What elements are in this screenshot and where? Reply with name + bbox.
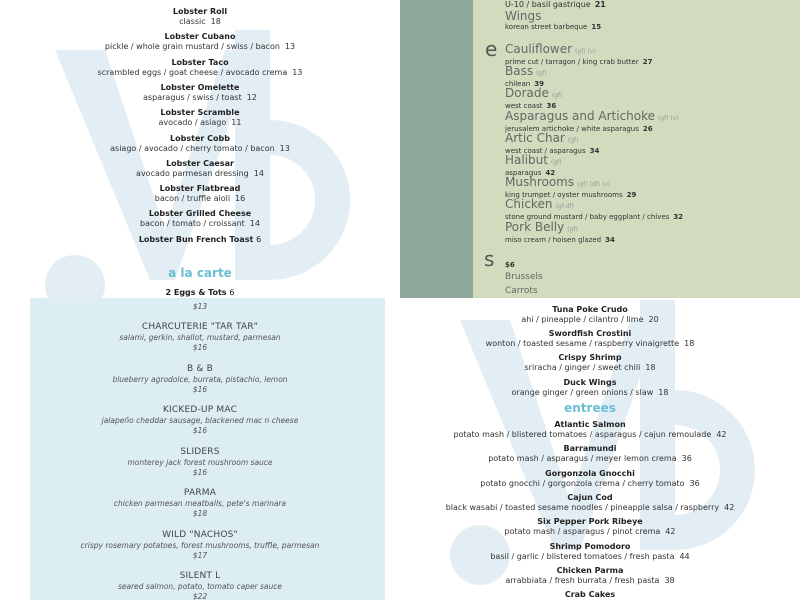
- item-desc: seared salmon, potato, tomato caper sauce: [117, 582, 283, 591]
- menu-item: [0, 134, 400, 154]
- sides-price: $6: [505, 261, 515, 269]
- item-name: Pork Belly: [505, 219, 565, 234]
- menu-item: [0, 83, 400, 103]
- item-desc: blueberry agrodolce, burrata, pistachio, lemon: [112, 374, 288, 384]
- section-a-la-carte: a la carte: [168, 266, 232, 280]
- item-price: 27: [642, 58, 653, 66]
- item-price: $13: [192, 302, 208, 311]
- item-name: Lobster Taco: [171, 57, 229, 67]
- item-desc: black wasabi / toasted sesame noodles / pineapple salsa / raspberry 42: [445, 502, 735, 512]
- menu-item: [0, 363, 400, 395]
- item-desc: pickle / whole grain mustard / swiss / bacon 13: [104, 42, 296, 52]
- item-desc: potato gnocchi / gorgonzola crema / cherry tomato 36: [480, 478, 700, 488]
- item-name: Six Pepper Pork Ribeye: [537, 517, 643, 527]
- menu-side-strip: [400, 0, 473, 298]
- item-desc: potato mash / asparagus / pinot crema 42: [504, 527, 676, 537]
- item-name: PARMA: [183, 488, 217, 498]
- menu-item: [0, 159, 400, 179]
- menu-item: [0, 7, 400, 27]
- item-desc: orange ginger / green onions / slaw 18: [511, 387, 669, 397]
- dietary-tag: (gf): [567, 225, 578, 233]
- item-price: $16: [192, 467, 208, 477]
- item-name: Atlantic Salmon: [554, 420, 626, 429]
- item-name: Tuna Poke Crudo: [552, 305, 628, 314]
- item-name: SLIDERS: [180, 446, 220, 457]
- item-price: 39: [534, 80, 544, 89]
- item-desc: monterey jack forest mushroom sauce: [127, 457, 273, 467]
- item-name: Chicken Parma: [556, 565, 624, 575]
- menu-item: [400, 542, 780, 562]
- menu-line: U-10 / basil gastrique 21: [505, 0, 606, 9]
- menu-item: [400, 353, 780, 373]
- item-name: Swordfish Crostini: [548, 329, 632, 339]
- item-name: Lobster Cubano: [164, 32, 236, 42]
- side-item: Brussels: [505, 272, 543, 282]
- item-name: Crab Cakes: [564, 590, 616, 600]
- item-name: Cauliflower: [505, 42, 573, 56]
- item-desc: bacon / truffle aioli 16: [154, 194, 246, 204]
- item-desc: basil / garlic / blistered tomatoes / fresh pasta 44: [490, 551, 690, 561]
- item-price: 32: [673, 213, 684, 222]
- dietary-tag: (gf) (v): [575, 48, 596, 55]
- menu-item: [505, 221, 615, 245]
- menu-item: [0, 404, 400, 436]
- item-price: $18: [192, 509, 208, 518]
- menu-item-lobster-bun: Lobster Bun French Toast 6: [138, 235, 262, 244]
- item-name: Lobster Flatbread: [159, 184, 241, 194]
- item-desc: wonton / toasted sesame / raspberry vinaigrette 18: [485, 339, 695, 349]
- item-name: Barramundi: [563, 444, 617, 454]
- item-desc: west coast: [505, 102, 543, 111]
- menu-item: [400, 329, 780, 349]
- item-name: Chicken: [505, 197, 553, 212]
- item-desc: crispy rosemary potatoes, forest mushrooms, truffle, parmesan: [80, 540, 320, 550]
- item-name: Mushrooms: [505, 175, 575, 190]
- item-name: Lobster Omelette: [160, 82, 240, 92]
- item-desc: king trumpet / oyster mushrooms: [505, 191, 623, 200]
- item-price: $16: [192, 426, 208, 435]
- item-name: Artic Char: [505, 130, 565, 145]
- entrees-menu-page: [400, 300, 800, 600]
- menu-item: [400, 517, 780, 537]
- item-desc: avocado parmesan dressing 14: [136, 168, 264, 178]
- menu-item: [0, 58, 400, 78]
- dietary-tag: (gf-df): [555, 203, 574, 211]
- menu-item: [400, 305, 780, 325]
- menu-item: [0, 32, 400, 52]
- item-name: CHARCUTERIE "TAR TAR": [141, 322, 259, 332]
- menu-item-eggs: 2 Eggs & Tots 6: [165, 288, 235, 297]
- menu-item: [400, 469, 780, 489]
- item-name: Asparagus and Artichoke: [505, 108, 656, 123]
- item-name: Bass: [505, 64, 534, 79]
- item-price: $17: [192, 550, 208, 560]
- item-price: $16: [192, 343, 208, 352]
- item-name: Duck Wings: [563, 377, 617, 387]
- item-desc: salami, gerkin, shallot, mustard, parmesan: [119, 333, 281, 342]
- item-name: Gorgonzola Gnocchi: [545, 468, 635, 478]
- menu-item: [0, 529, 400, 561]
- item-desc: asiago / avocado / cherry tomato / bacon 13: [110, 143, 290, 153]
- section-letter-s: s: [484, 247, 495, 271]
- item-desc: sriracha / ginger / sweet chili 18: [524, 363, 656, 373]
- item-price: 26: [642, 124, 653, 133]
- item-desc: potato mash / blistered tomatoes / asparagus / cajun remoulade 42: [453, 430, 727, 439]
- item-desc: jerusalem artichoke / white asparagus: [505, 124, 639, 133]
- dietary-tag: (gf): [550, 159, 562, 166]
- menu-item: [400, 420, 780, 440]
- item-desc: jalapeño cheddar sausage, blackened mac n cheese: [101, 416, 299, 425]
- item-name: B & B: [186, 363, 214, 374]
- item-desc: west coast / asparagus: [505, 146, 586, 155]
- menu-item: [0, 108, 400, 128]
- item-desc: asparagus: [505, 169, 542, 177]
- menu-item: [400, 493, 780, 513]
- item-name: Lobster Grilled Cheese: [148, 209, 252, 219]
- item-desc: scrambled eggs / goat cheese / avocado crema 13: [97, 67, 303, 77]
- item-name: Dorade: [505, 86, 549, 101]
- item-name: Crispy Shrimp: [558, 353, 622, 363]
- item-desc: bacon / tomato / croissant 14: [140, 219, 260, 229]
- dietary-tag: (gf): [567, 136, 579, 144]
- item-name: SILENT L: [179, 571, 221, 581]
- item-price: 36: [546, 102, 557, 111]
- item-price: 29: [626, 191, 637, 200]
- dietary-tag: (gf): [536, 70, 547, 78]
- green-menu-page: [400, 0, 800, 298]
- menu-item: [0, 570, 400, 600]
- item-desc: ahi / pineapple / cilantro / lime 20: [521, 315, 659, 324]
- item-price: $16: [192, 384, 208, 394]
- menu-item: [0, 487, 400, 519]
- item-desc: miso cream / hoisen glazed: [505, 235, 602, 244]
- item-desc: chilean: [505, 80, 531, 89]
- item-price: 42: [545, 169, 556, 177]
- menu-item: [400, 566, 780, 586]
- item-price: 34: [589, 146, 600, 155]
- item-name: Halibut: [505, 153, 548, 167]
- side-item: Carrots: [505, 286, 538, 296]
- menu-item-wings: Wings korean street barbeque 15: [505, 9, 602, 31]
- item-name: Lobster Scramble: [160, 108, 240, 118]
- item-price: 34: [605, 235, 615, 244]
- section-entrees: entrees: [564, 401, 616, 415]
- item-desc: avocado / asiago 11: [158, 118, 242, 128]
- dietary-tag: (gf) (df) (v): [577, 181, 611, 189]
- menu-item: [0, 446, 400, 478]
- dietary-tag: (gf) (v): [658, 114, 679, 122]
- item-desc: potato mash / asparagus / meyer lemon crema 36: [488, 454, 692, 464]
- item-desc: classic 18: [179, 17, 221, 26]
- item-name: WILD "NACHOS": [162, 529, 238, 540]
- menu-item: [0, 321, 400, 353]
- item-name: KICKED-UP MAC: [162, 405, 238, 415]
- item-desc: stone ground mustard / baby eggplant / chives: [505, 213, 670, 222]
- item-price: $22: [192, 592, 208, 600]
- item-name: Cajun Cod: [567, 492, 613, 502]
- item-name: Lobster Roll: [172, 7, 228, 16]
- menu-item: [400, 378, 780, 398]
- item-desc: asparagus / swiss / toast 12: [143, 92, 257, 102]
- dietary-tag: (gf): [551, 92, 563, 100]
- section-letter-e: e: [485, 37, 498, 61]
- item-name: Lobster Cobb: [170, 133, 230, 143]
- item-desc: arrabbiata / fresh burrata / fresh pasta 38: [505, 575, 675, 585]
- item-desc: prime cut / tarragon / king crab butter: [505, 58, 639, 66]
- menu-item: [0, 209, 400, 229]
- item-name: Lobster Caesar: [166, 158, 234, 168]
- item-desc: chicken parmesan meatballs, pete's marinara: [113, 499, 287, 508]
- menu-item: [400, 444, 780, 464]
- menu-item: [0, 184, 400, 204]
- menu-item: [400, 590, 780, 600]
- item-name: Shrimp Pomodoro: [549, 541, 631, 551]
